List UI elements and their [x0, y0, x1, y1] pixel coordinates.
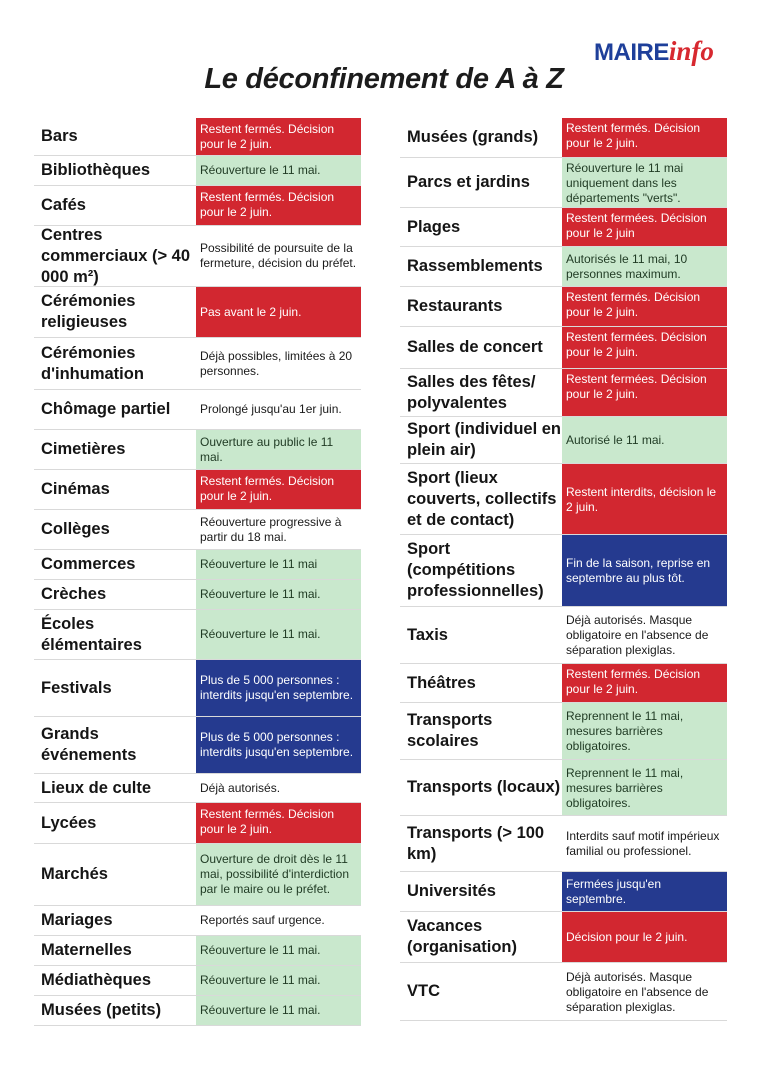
status-cell: Restent interdits, décision le 2 juin.: [562, 464, 727, 534]
status-cell: Décision pour le 2 juin.: [562, 912, 727, 962]
row-label: Cimetières: [41, 440, 126, 458]
status-cell: Réouverture le 11 mai uniquement dans les départements "verts".: [562, 158, 727, 207]
status-cell: Fermées jusqu'en septembre.: [562, 872, 727, 911]
table-row: [34, 470, 361, 510]
row-label: Maternelles: [41, 941, 132, 959]
row-label: Grands événements: [41, 725, 137, 764]
status-cell: Réouverture le 11 mai.: [196, 156, 361, 185]
row-label: Centres commerciaux (> 40 000 m²): [41, 225, 191, 286]
row-label: Sport (individuel en plein air): [407, 420, 562, 459]
status-cell: Restent fermés. Décision pour le 2 juin.: [562, 287, 727, 326]
row-label: Salles des fêtes/ polyvalentes: [407, 372, 536, 412]
status-cell: Réouverture le 11 mai.: [196, 996, 361, 1025]
row-label: Restaurants: [407, 297, 503, 315]
page-title: Le déconfinement de A à Z: [204, 63, 564, 95]
row-label: Parcs et jardins: [407, 173, 530, 191]
status-cell: Déjà autorisés. Masque obligatoire en l'absence de séparation plexiglas.: [562, 963, 727, 1020]
status-cell: Fin de la saison, reprise en septembre au plus tôt.: [562, 535, 727, 606]
row-label: Vacances (organisation): [407, 917, 517, 956]
row-label: Universités: [407, 882, 496, 900]
table-row: [34, 550, 361, 580]
row-label: Cinémas: [41, 480, 110, 498]
status-cell: Reprennent le 11 mai, mesures barrières obligatoires.: [562, 760, 727, 815]
status-cell: Déjà autorisés.: [196, 774, 361, 802]
table-row: [400, 158, 727, 208]
table-row: [34, 966, 361, 996]
table-row: [34, 717, 361, 774]
table-row: [34, 118, 361, 156]
row-label: Cérémonies d'inhumation: [41, 343, 144, 383]
status-cell: Reportés sauf urgence.: [196, 906, 361, 935]
table-row: [34, 580, 361, 610]
status-cell: Réouverture progressive à partir du 18 mai.: [196, 510, 361, 549]
row-label: Bibliothèques: [41, 161, 151, 179]
table-row: [34, 287, 361, 338]
table-row: [400, 417, 727, 464]
table-row: [34, 186, 361, 226]
row-label: Bars: [41, 127, 78, 145]
row-label: VTC: [407, 982, 440, 1000]
table-row: [34, 226, 361, 287]
status-cell: Ouverture au public le 11 mai.: [196, 430, 361, 469]
row-label: Commerces: [41, 555, 136, 573]
row-label: Médiathèques: [41, 971, 152, 989]
table-row: [400, 118, 727, 158]
table-row: [34, 803, 361, 844]
row-label: Lieux de culte: [41, 778, 152, 797]
row-label: Théâtres: [407, 673, 476, 692]
table-row: [400, 327, 727, 369]
status-cell: Restent fermés. Décision pour le 2 juin.: [196, 470, 361, 509]
row-label: Festivals: [41, 678, 112, 697]
status-cell: Restent fermés. Décision pour le 2 juin.: [562, 664, 727, 702]
right-table: [400, 118, 727, 1021]
row-label: Lycées: [41, 813, 97, 832]
status-cell: Restent fermés. Décision pour le 2 juin.: [196, 803, 361, 843]
status-cell: Possibilité de poursuite de la fermeture, décision du préfet.: [196, 226, 361, 286]
status-cell: Plus de 5 000 personnes : interdits jusqu'en septembre.: [196, 717, 361, 773]
table-row: [34, 430, 361, 470]
logo-accent-text: info: [668, 36, 714, 66]
status-cell: Reprennent le 11 mai, mesures barrières obligatoires.: [562, 703, 727, 759]
row-label: Musées (petits): [41, 1001, 162, 1019]
row-label: Chômage partiel: [41, 400, 171, 418]
table-row: [34, 390, 361, 430]
row-label: Plages: [407, 217, 461, 236]
status-cell: Déjà autorisés. Masque obligatoire en l'absence de séparation plexiglas.: [562, 607, 727, 663]
table-row: [34, 338, 361, 390]
status-cell: Autorisés le 11 mai, 10 personnes maximum.: [562, 247, 727, 286]
table-row: [400, 963, 727, 1021]
table-row: [34, 510, 361, 550]
row-label: Transports scolaires: [407, 711, 493, 750]
row-label: Musées (grands): [407, 128, 539, 146]
row-label: Rassemblements: [407, 257, 543, 275]
status-cell: Restent fermées. Décision pour le 2 juin: [562, 208, 727, 246]
table-row: [400, 208, 727, 247]
status-cell: Interdits sauf motif impérieux familial ou professionel.: [562, 816, 727, 871]
row-label: Mariages: [41, 911, 113, 929]
table-row: [400, 872, 727, 912]
status-cell: Prolongé jusqu'au 1er juin.: [196, 390, 361, 429]
row-label: Transports (> 100 km): [407, 823, 545, 863]
table-row: [400, 287, 727, 327]
logo-main-text: MAIRE: [594, 39, 669, 66]
row-label: Sport (compétitions professionnelles): [407, 540, 544, 600]
status-cell: Restent fermées. Décision pour le 2 juin.: [562, 369, 727, 416]
table-row: [400, 760, 727, 816]
table-row: [400, 816, 727, 872]
left-table: [34, 118, 361, 1026]
table-row: [400, 664, 727, 703]
table-row: [400, 247, 727, 287]
status-cell: Réouverture le 11 mai.: [196, 610, 361, 659]
row-label: Crèches: [41, 585, 107, 603]
table-row: [34, 660, 361, 717]
status-cell: Réouverture le 11 mai: [196, 550, 361, 579]
table-row: [400, 607, 727, 664]
row-label: Écoles élémentaires: [41, 614, 142, 654]
status-cell: Pas avant le 2 juin.: [196, 287, 361, 337]
status-cell: Ouverture de droit dès le 11 mai, possibilité d'interdiction par le maire ou le préfet.: [196, 844, 361, 905]
table-row: [400, 912, 727, 963]
table-row: [34, 996, 361, 1026]
table-row: [400, 535, 727, 607]
table-row: [400, 369, 727, 417]
table-row: [34, 610, 361, 660]
status-cell: Restent fermées. Décision pour le 2 juin.: [562, 327, 727, 368]
status-cell: Restent fermés. Décision pour le 2 juin.: [196, 186, 361, 225]
table-row: [400, 703, 727, 760]
row-label: Transports (locaux): [407, 778, 561, 796]
row-label: Taxis: [407, 625, 448, 644]
table-row: [34, 844, 361, 906]
table-row: [34, 936, 361, 966]
status-cell: Restent fermés. Décision pour le 2 juin.: [196, 118, 361, 155]
status-cell: Autorisé le 11 mai.: [562, 417, 727, 463]
table-row: [400, 464, 727, 535]
status-cell: Déjà possibles, limitées à 20 personnes.: [196, 338, 361, 389]
table-row: [34, 774, 361, 803]
status-cell: Plus de 5 000 personnes : interdits jusqu'en septembre.: [196, 660, 361, 716]
status-cell: Restent fermés. Décision pour le 2 juin.: [562, 118, 727, 157]
row-label: Cérémonies religieuses: [41, 292, 136, 331]
row-label: Salles de concert: [407, 338, 543, 356]
row-label: Sport (lieux couverts, collectifs et de contact): [407, 468, 557, 529]
status-cell: Réouverture le 11 mai.: [196, 966, 361, 995]
row-label: Marchés: [41, 865, 108, 883]
table-row: [34, 156, 361, 186]
status-cell: Réouverture le 11 mai.: [196, 936, 361, 965]
row-label: Collèges: [41, 520, 110, 538]
row-label: Cafés: [41, 196, 86, 214]
status-cell: Réouverture le 11 mai.: [196, 580, 361, 609]
table-row: [34, 906, 361, 936]
